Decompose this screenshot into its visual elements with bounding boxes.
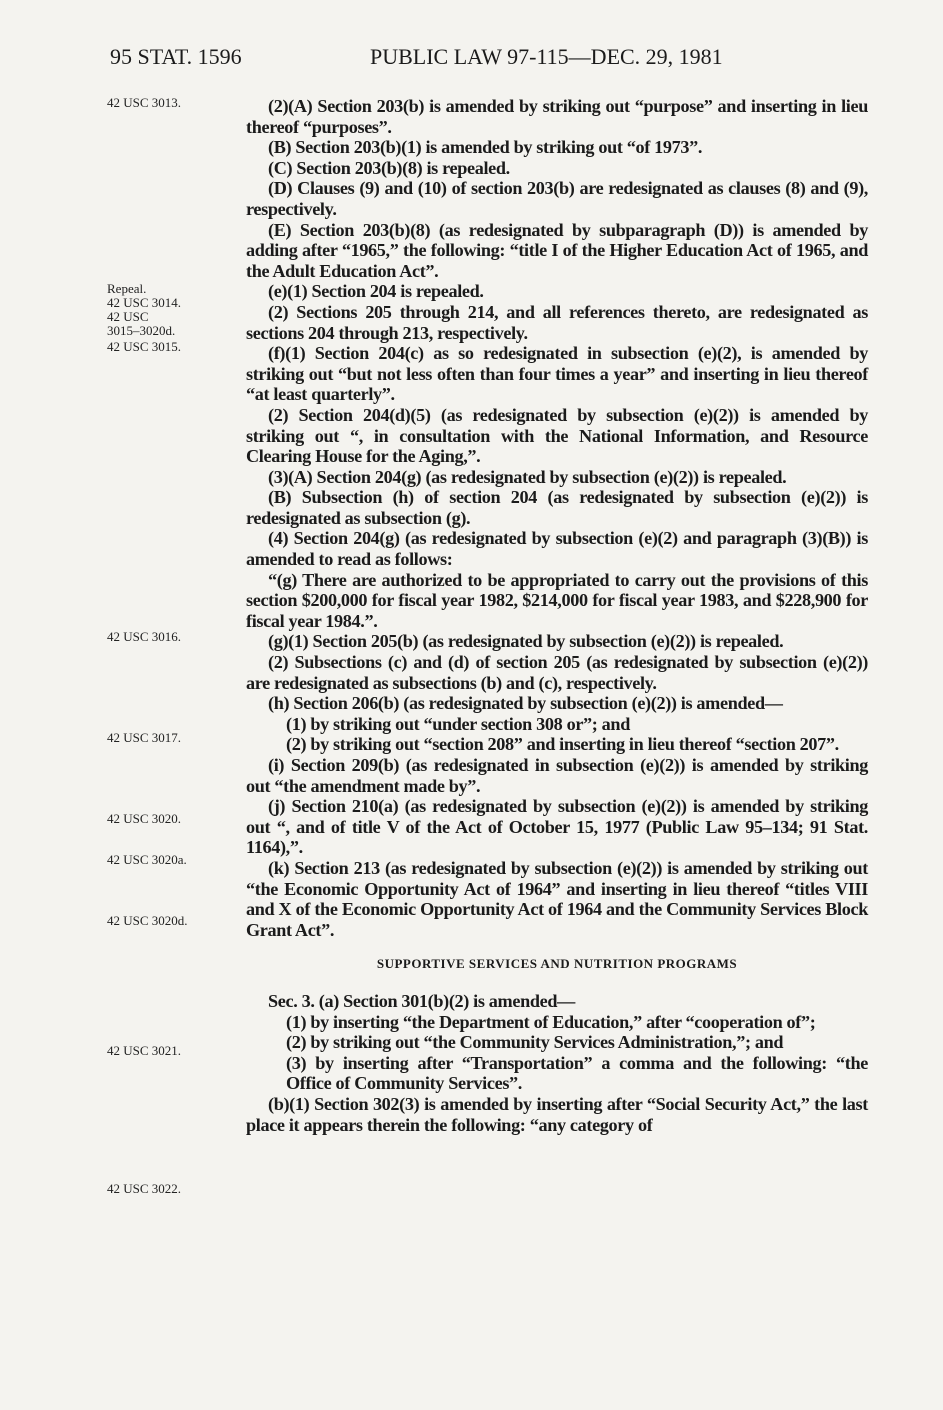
- margin-note: 42 USC 3021.: [107, 1043, 182, 1058]
- statute-reference: 95 STAT. 1596: [110, 44, 242, 69]
- paragraph: (h) Section 206(b) (as redesignated by subsection (e)(2)) is amended—: [268, 693, 783, 714]
- margin-note: 42 USC 3016.: [107, 629, 182, 644]
- paragraph: (k) Section 213 (as redesignated by subsection (e)(2)) is amended by striking out “the Economic Opportunity Act of 1964” and inserting in lieu thereof “titles VIII and X of the Economic Opportunity Act of 1964 and the Community Services Block Grant Act”.: [246, 857, 868, 940]
- paragraph: (i) Section 209(b) (as redesignated in subsection (e)(2)) is amended by striking out “the amendment made by”.: [246, 755, 868, 796]
- paragraph: (D) Clauses (9) and (10) of section 203(b) are redesignated as clauses (8) and (9), respectively.: [246, 178, 868, 219]
- paragraph: (2) Subsections (c) and (d) of section 205 (as redesignated by subsection (e)(2)) are redesignated as subsections (b) and (c), respectively.: [246, 652, 868, 693]
- paragraph: (2) Section 204(d)(5) (as redesignated by subsection (e)(2)) is amended by striking out “, in consultation with the National Information, and Resource Clearing House for the Aging,”.: [246, 404, 868, 467]
- margin-note: 42 USC 3022.: [107, 1181, 182, 1196]
- margin-note: 42 USC 3015.: [107, 339, 182, 354]
- clause: (2) by striking out “the Community Services Administration,”; and: [286, 1032, 784, 1053]
- clause: (1) by inserting “the Department of Education,” after “cooperation of”;: [286, 1011, 816, 1032]
- paragraph: (j) Section 210(a) (as redesignated by subsection (e)(2)) is amended by striking out “, and of title V of the Act of October 15, 1977 (Public Law 95–134; 91 Stat. 1164),”.: [246, 796, 868, 858]
- margin-note: 42 USC 3020a.: [107, 852, 187, 867]
- margin-note: 42 USC 3020.: [107, 811, 182, 826]
- paragraph: (g)(1) Section 205(b) (as redesignated by subsection (e)(2)) is repealed.: [268, 631, 784, 652]
- paragraph: (2) Sections 205 through 214, and all references thereto, are redesignated as sections 204 through 213, respectively.: [246, 301, 868, 343]
- margin-note: 42 USC 3013.: [107, 95, 182, 110]
- law-text-body: [246, 96, 868, 1135]
- margin-note: 42 USC 3020d.: [107, 913, 188, 928]
- quoted-paragraph: “(g) There are authorized to be appropriated to carry out the provisions of this section $200,000 for fiscal year 1982, $214,000 for fiscal year 1983, and $228,900 for fiscal year 1984.”.: [246, 569, 868, 631]
- clause: (3) by inserting after “Transportation” a comma and the following: “the Office of Community Services”.: [286, 1052, 868, 1094]
- paragraph: (E) Section 203(b)(8) (as redesignated by subparagraph (D)) is amended by adding after “1965,” the following: “title I of the Higher Education Act of 1965, and the Adult Education Act”.: [246, 219, 868, 281]
- paragraph: Sec. 3. (a) Section 301(b)(2) is amended—: [268, 990, 575, 1011]
- paragraph: (B) Section 203(b)(1) is amended by striking out “of 1973”.: [268, 137, 703, 158]
- clause: (2) by striking out “section 208” and inserting in lieu thereof “section 207”.: [286, 734, 839, 755]
- paragraph: (B) Subsection (h) of section 204 (as redesignated by subsection (e)(2)) is redesignated as subsection (g).: [246, 487, 868, 528]
- paragraph: (b)(1) Section 302(3) is amended by inserting after “Social Security Act,” the last place it appears therein the following: “any category of: [246, 1093, 868, 1135]
- margin-note: Repeal. 42 USC 3014. 42 USC 3015–3020d.: [107, 281, 182, 338]
- paragraph: (C) Section 203(b)(8) is repealed.: [268, 157, 510, 178]
- clause: (1) by striking out “under section 308 or”; and: [286, 713, 630, 734]
- paragraph: (2)(A) Section 203(b) is amended by striking out “purpose” and inserting in lieu thereof “purposes”.: [246, 96, 868, 137]
- margin-note: 42 USC 3017.: [107, 730, 182, 745]
- paragraph: (4) Section 204(g) (as redesignated by subsection (e)(2) and paragraph (3)(B)) is amended to read as follows:: [246, 528, 868, 570]
- page-header: [0, 44, 943, 78]
- paragraph: (e)(1) Section 204 is repealed.: [268, 281, 484, 302]
- section-heading: SUPPORTIVE SERVICES AND NUTRITION PROGRAMS: [376, 956, 738, 972]
- public-law-reference: PUBLIC LAW 97-115—DEC. 29, 1981: [370, 44, 723, 69]
- paragraph: (3)(A) Section 204(g) (as redesignated by subsection (e)(2)) is repealed.: [268, 466, 787, 487]
- paragraph: (f)(1) Section 204(c) as so redesignated in subsection (e)(2), is amended by striking out “but not less often than four times a year” and inserting in lieu thereof “at least quarterly”.: [246, 343, 868, 405]
